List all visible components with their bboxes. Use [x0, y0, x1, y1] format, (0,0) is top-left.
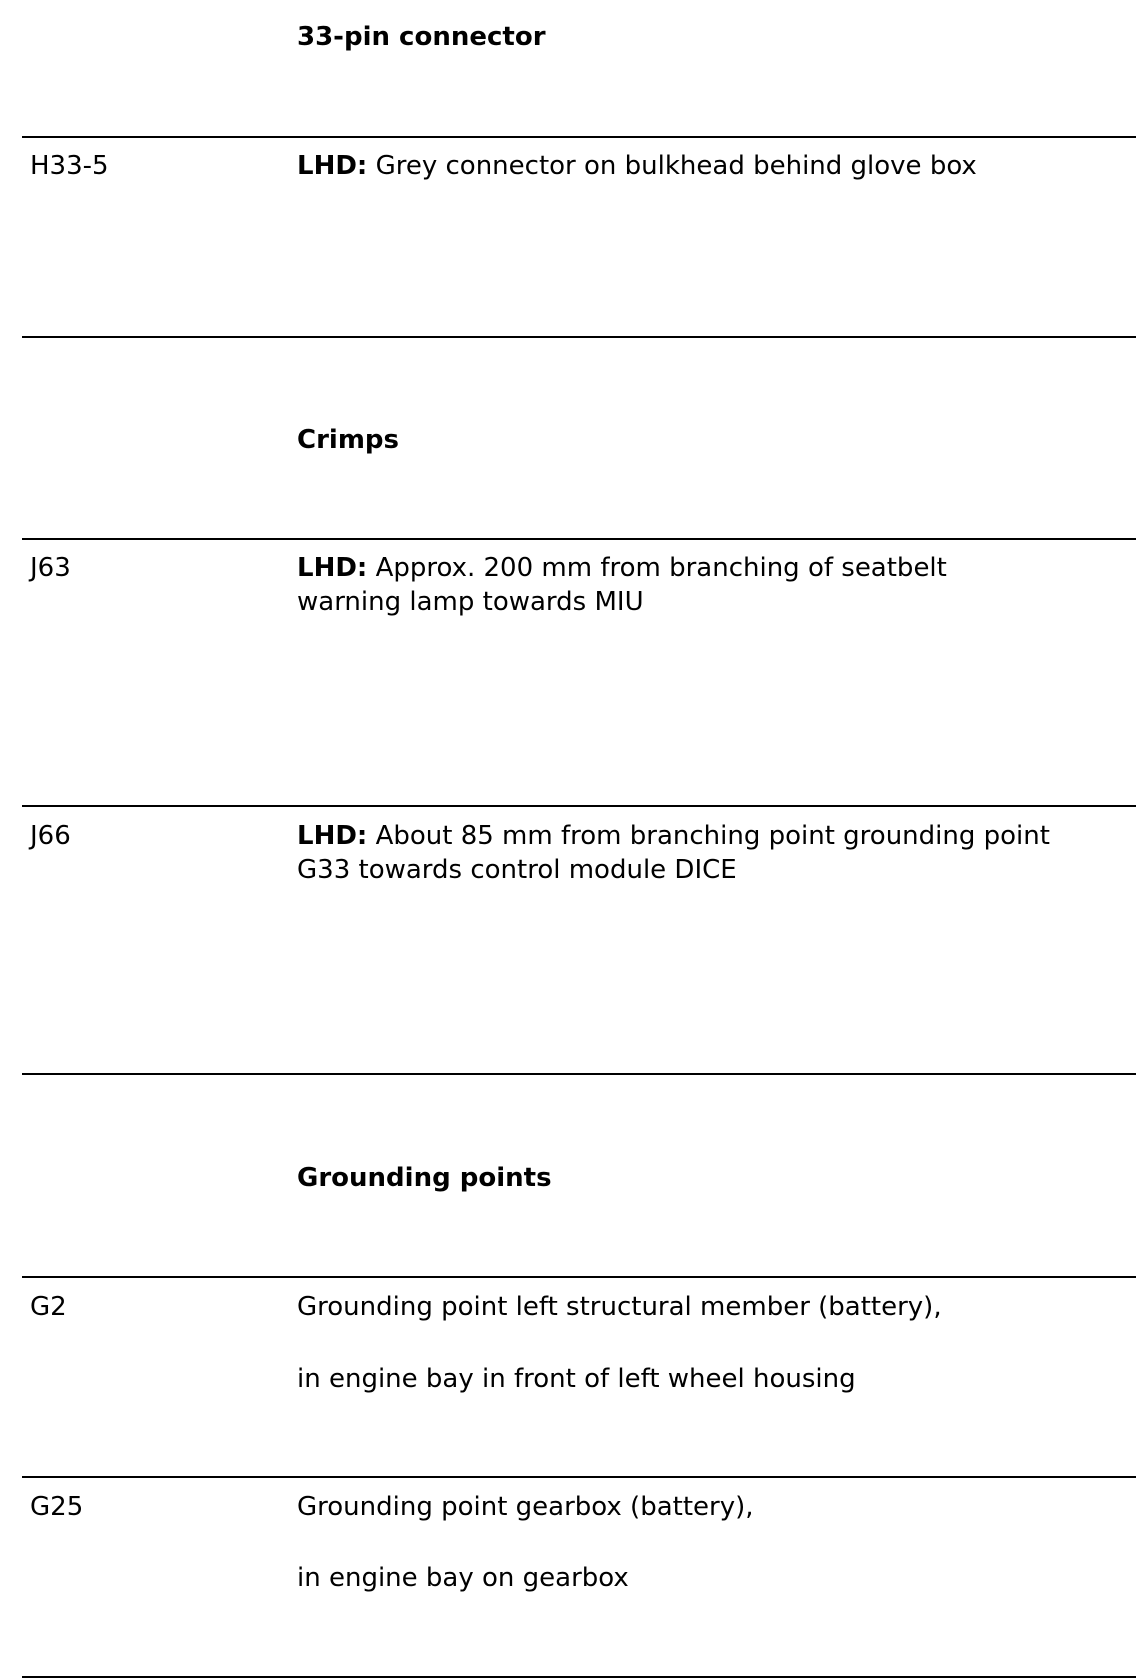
component-code: G2 [30, 1292, 67, 1322]
table-divider [22, 336, 1136, 338]
description-line: Grounding point left structural member (battery), [297, 1292, 942, 1322]
description-line: in engine bay on gearbox [297, 1563, 629, 1593]
description-line: G33 towards control module DICE [297, 855, 737, 885]
description-line: About 85 mm from branching point grounding point [367, 821, 1050, 851]
table-divider [22, 1476, 1136, 1478]
lhd-label: LHD: [297, 151, 368, 181]
description-line: warning lamp towards MIU [297, 587, 644, 617]
section-heading-grounding: Grounding points [297, 1163, 552, 1193]
component-description [297, 819, 1050, 853]
component-code: J63 [30, 553, 71, 583]
component-code: J66 [30, 821, 71, 851]
table-divider [22, 1276, 1136, 1278]
table-divider [22, 1073, 1136, 1075]
lhd-label: LHD: [297, 821, 368, 851]
table-divider [22, 136, 1136, 138]
component-description [297, 149, 977, 183]
component-code: H33-5 [30, 151, 109, 181]
section-heading-connector: 33-pin connector [297, 22, 546, 52]
component-description [297, 551, 947, 585]
table-divider [22, 805, 1136, 807]
description-line: in engine bay in front of left wheel housing [297, 1364, 856, 1394]
description-line: Grounding point gearbox (battery), [297, 1492, 754, 1522]
section-heading-crimps: Crimps [297, 425, 399, 455]
component-code: G25 [30, 1492, 84, 1522]
table-divider [22, 538, 1136, 540]
description-line: Grey connector on bulkhead behind glove box [367, 151, 977, 181]
lhd-label: LHD: [297, 553, 368, 583]
description-line: Approx. 200 mm from branching of seatbelt [367, 553, 947, 583]
